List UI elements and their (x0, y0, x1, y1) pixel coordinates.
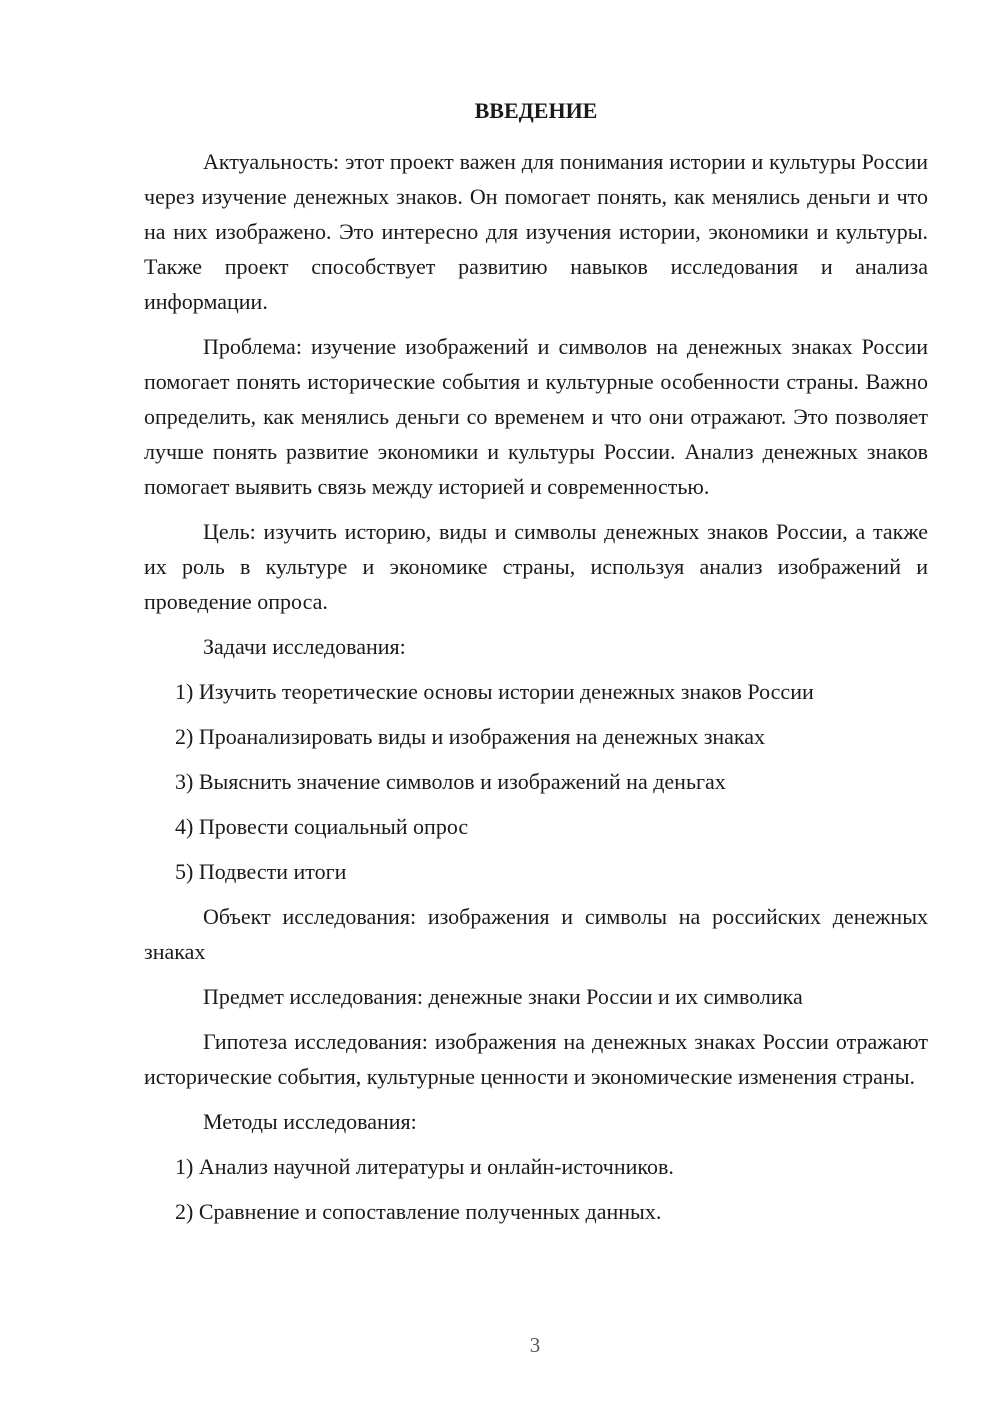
list-item: 1) Анализ научной литературы и онлайн-источников. (175, 1154, 674, 1179)
problem-paragraph: Проблема: изучение изображений и символов на денежных знаках России помогает понять исторические события и культурные особенности страны. Важно определить, как менялись деньги со временем и что они отражают. Это позволяет лучше понять развитие экономики и культуры России. Анализ денежных знаков помогает выявить связь между историей и современностью. (144, 334, 928, 499)
subject-paragraph: Предмет исследования: денежные знаки России и их символика (203, 984, 803, 1009)
list-item: 5) Подвести итоги (175, 859, 347, 884)
goal-paragraph: Цель: изучить историю, виды и символы денежных знаков России, а также их роль в культуре и экономике страны, используя анализ изображений и проведение опроса. (144, 519, 928, 614)
page-title: ВВЕДЕНИЕ (474, 98, 598, 123)
page-number: 3 (529, 1333, 541, 1357)
tasks-heading: Задачи исследования: (203, 634, 406, 659)
list-item: 2) Проанализировать виды и изображения на денежных знаках (175, 724, 766, 749)
methods-heading: Методы исследования: (203, 1109, 417, 1134)
tasks-list (144, 674, 928, 889)
methods-list (144, 1149, 928, 1229)
document-page (144, 96, 928, 1229)
relevance-paragraph: Актуальность: этот проект важен для понимания истории и культуры России через изучение денежных знаков. Он помогает понять, как менялись деньги и что на них изображено. Это интересно для изучения истории, экономики и культуры. Также проект способствует развитию навыков исследования и анализа информации. (144, 149, 928, 314)
list-item: 1) Изучить теоретические основы истории денежных знаков России (175, 679, 814, 704)
object-paragraph: Объект исследования: изображения и символы на российских денежных знаках (144, 904, 928, 964)
list-item: 4) Провести социальный опрос (175, 814, 469, 839)
list-item: 3) Выяснить значение символов и изображений на деньгах (175, 769, 726, 794)
hypothesis-paragraph: Гипотеза исследования: изображения на денежных знаках России отражают исторические события, культурные ценности и экономические изменения страны. (144, 1029, 928, 1089)
list-item: 2) Сравнение и сопоставление полученных данных. (175, 1199, 662, 1224)
